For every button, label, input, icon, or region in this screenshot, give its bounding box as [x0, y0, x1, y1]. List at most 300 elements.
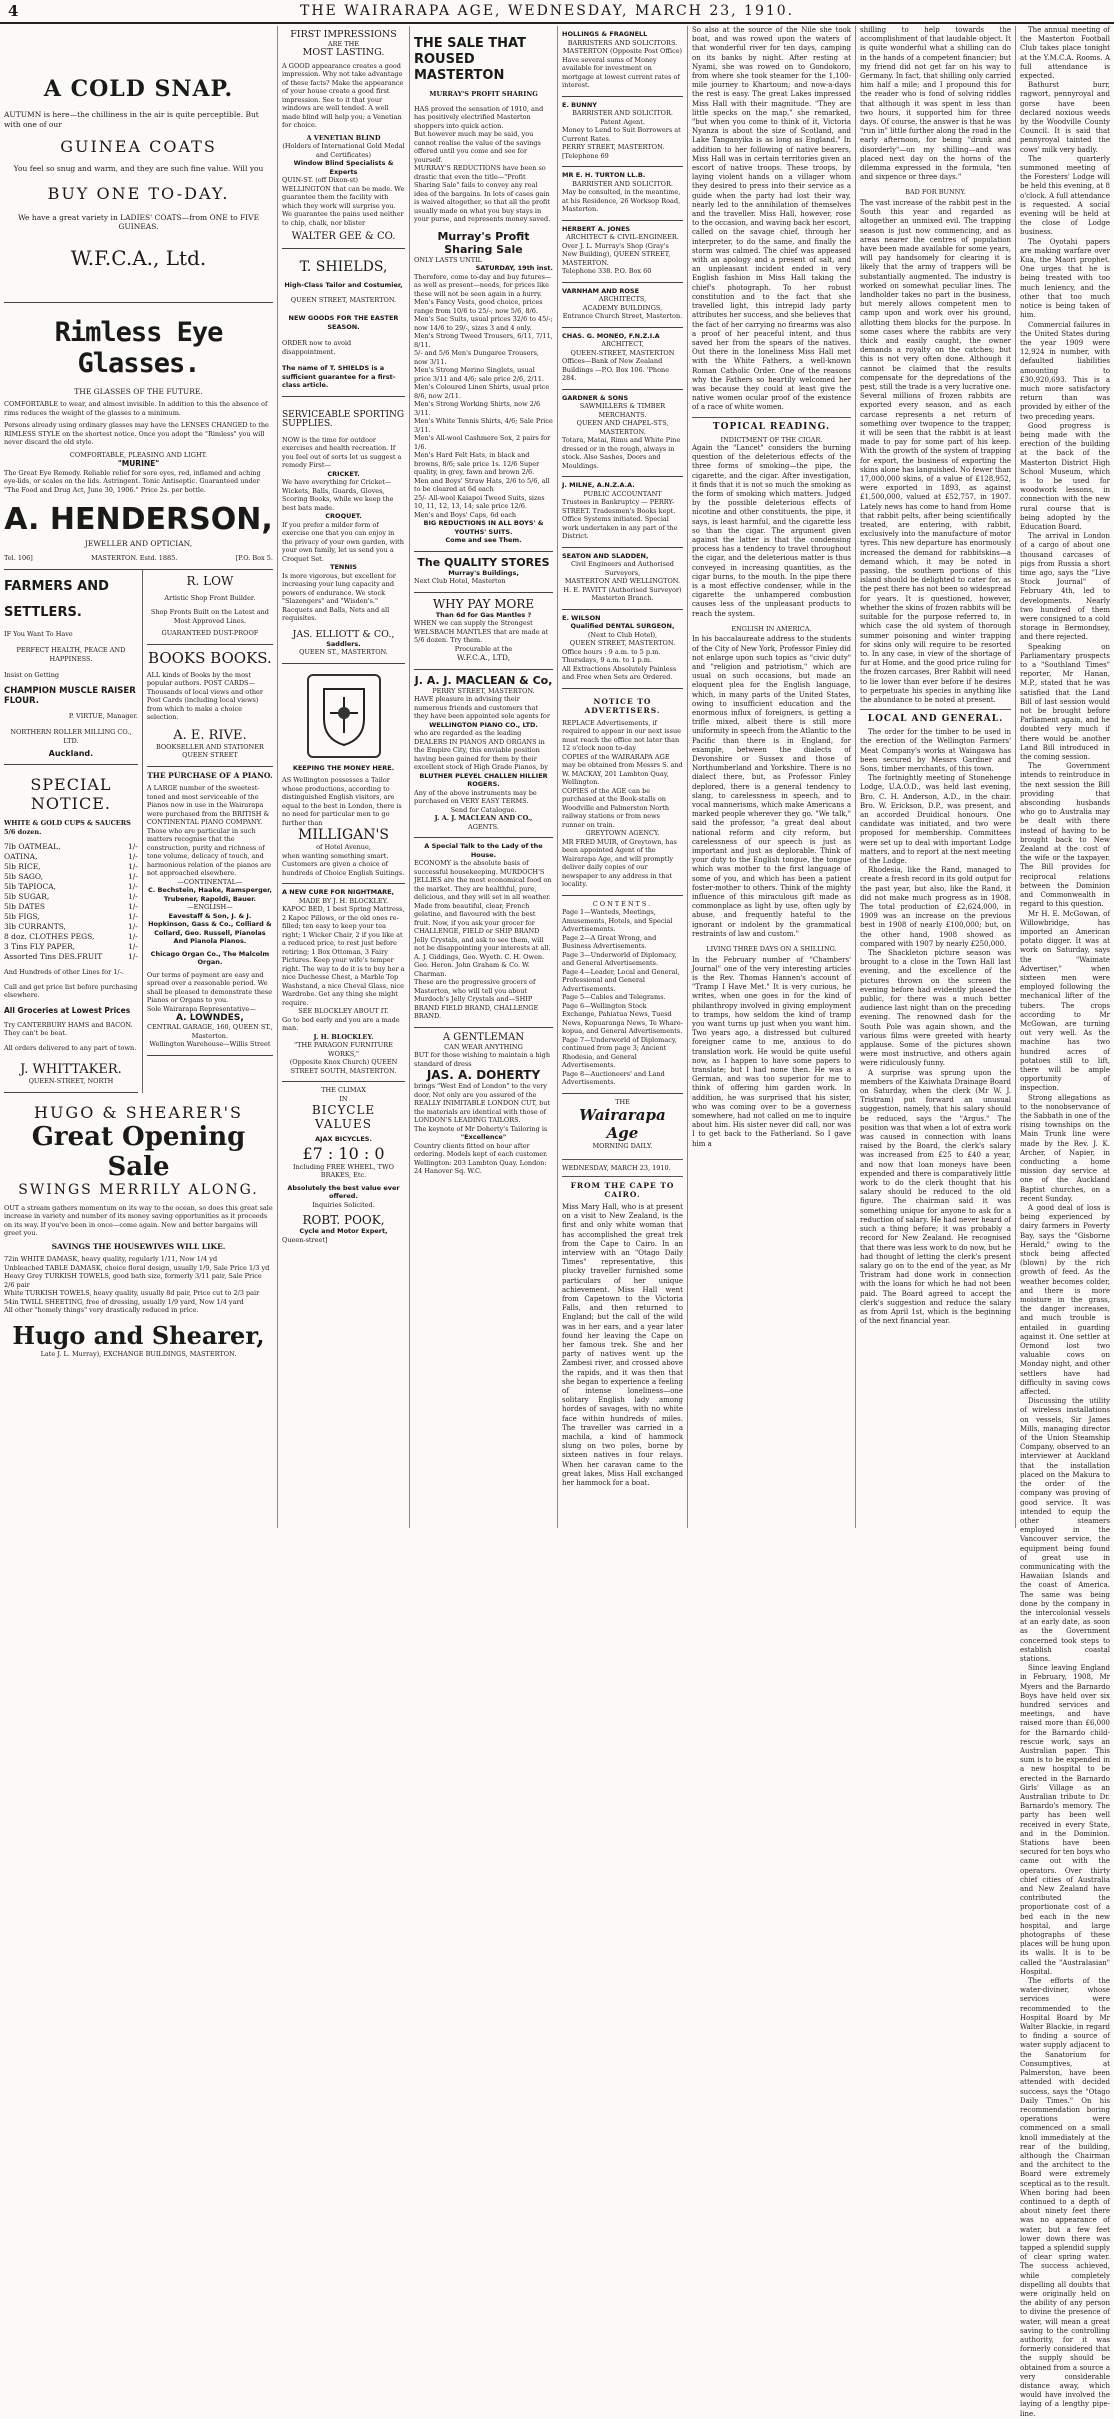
shields-ad — [282, 249, 405, 397]
price-row — [4, 932, 138, 942]
local-paragraphs — [860, 728, 1011, 1326]
varnham-role: ARCHITECTS, — [598, 295, 647, 303]
climax-model: AJAX BICYCLES. — [315, 1135, 372, 1143]
wilson-addr: QUEEN STREET, MASTERTON. — [569, 639, 676, 647]
rimless-sub: THE GLASSES OF THE FUTURE. — [74, 386, 203, 396]
murray-item: Men's Strong Tweed Trousers, 6/11, 7/11, 8/11. — [414, 332, 553, 349]
coat-of-arms-icon — [307, 674, 381, 758]
nightmare-ad — [282, 884, 405, 1082]
price-row — [4, 922, 138, 932]
price-item: 3lb CURRANTS, — [4, 922, 66, 931]
pook-role: Cycle and Motor Expert, — [299, 1227, 388, 1235]
hugo-head2: Great Opening Sale — [31, 1121, 246, 1182]
price-item: OATINA, — [4, 852, 38, 861]
blockley-name: J. H. BLOCKLEY. — [313, 1032, 374, 1041]
rive-role: BOOKSELLER AND STATIONER — [155, 742, 264, 751]
news-paragraph: The arrival in London of a cargo of about one thousand carcases of pigs from Russia a short time ago, says the "Live Stock Journal" of February 4th, led to developments. Nearly two hundred of them were consigned to a cold storage in Bermondsey, and there rejected. — [1020, 532, 1110, 642]
contents-item: Page 4—Leader, Local and General, Professional and General Advertisements. — [562, 967, 680, 993]
topical-head: TOPICAL READING. — [712, 421, 831, 432]
contents-head: CONTENTS. — [592, 899, 653, 908]
shilling-text: In the February number of "Chambers' Journal" one of the very interesting articles is the Rev. Thomas Hannen's account of "Tramp I Have Met." It is very curious, he writes, when one goes in for the kind of philanthropy involved in giving employment to tramps, how seldom the kind of tramp you want turns up just when you want him. Two years ago, a distressed but cultured foreigner came to me, anxious to do translation work. He would be quite useful now, as I happen to have some papers to translate; but I had none then. He was a German, and was too superior for me to think of offering him garden work. In addition, he was surprised that his sister, who was coming over to be a governess somewhere, had not called on me to inquire about him. His sister never did call, nor was I to get back to the Fatherland. So I gave him a — [692, 955, 851, 1148]
local-paragraph: The order for the timber to be used in the erection of the Wellington Farmers' Meat Company's works at Waingawa has been secured by Messrs Gardner and Sons, timber merchants, of this town. — [860, 728, 1011, 773]
doherty-ad — [414, 1028, 553, 1182]
buy-one-today: BUY ONE TO-DAY. — [47, 183, 230, 203]
gardner-role: SAWMILLERS & TIMBER MERCHANTS. — [579, 402, 666, 419]
rimless-text: COMFORTABLE to wear, and almost invisible. In addition to this the absence of rims reduces the weight of the glasses to a minimum. — [4, 400, 268, 417]
column-4 — [558, 26, 688, 1528]
bunny-bad-text: The vast increase of the rabbit pest in the South this year and regarded as altogether an unmixed evil. The trapping season is just now commencing, and as areas nearer the centres of population have been made available for some years, will pay handsomely for clearing it is likely that the army of trappers will be substantially augmented. The industry is worked on somewhat peculiar lines. The landholder takes no part in the business, but merely allows competent men to camp upon and work over his ground, allotting them blocks for the purpose. In some cases where the rabbits are very thick and easily caught, the owner demands a royalty on the catches; but this is not very often done. Although it cannot be claimed that the results compensate for the depredations of the pest, still the trade is a very lucrative one. Several millions of frozen rabbits are exported every season, and as each carcase represents a net return of something over twopence to the trapper, it will be seen that the rabbit is at least made to pay for some part of his keep. With the growth of the system of trapping for export, the business of exporting the skins alone has languished. No fewer than 17,000,000 skins, of a value of £128,952, were exported in 1893, as against £1,500,000, valued at £52,757, in 1907. Lately news has come to hand from Home that rabbit pelts, after being scientifically treated, are entering, with rabbit, exclusively into the manufacture of motor tyres. This new departure has enormously increased the demand for rabbitskins—a demand which, it may be noted in passing, the southern portions of this island should be delighted to cater for, as the pest there has not been so widespread for years. It is questioned, however, whether the skins of frozen rabbits will be suitable for the purpose referred to, in which case the old system of thorough summer poisoning and winter trapping for skins only will require to be resorted to. In any case, in view of the shortage of fur at Home, and the good price ruling for the frozen carcases, Brer Rabbit will need to lie lower than ever before if he desires to perpetuate his species in anything like the abundance to be noted at present. — [860, 198, 1011, 704]
elliott-name: JAS. ELLIOTT & CO., — [292, 628, 395, 640]
blind-text2: QUIN-ST. (off Dixon-st) WELLINGTON that can be made. We guarantee them the facility with which they work will surprise you. We guarantee the pains used neither to chip, chalk, nor blister — [282, 176, 405, 227]
milne-name: J. MILNE, A.N.Z.A.A. — [562, 481, 635, 489]
milligan-name: MILLIGAN'S — [298, 827, 389, 843]
cigar-text: Again the "Lancet" considers the burning question of the deleterious effects of the three forms of smoking—the pipe, the cigarette, and the cigar. After investigation, it finds that it is not so much the smoking as the form of smoking which matters. Judged by the possible deleterious effects of nicotine and other constituents, the pipe, it says, is least harmful, and the cigarette less so than the cigar. The argument given against the latter is that the condensing process has a tendency to travel throughout the cigar, and the deleterious matter is thus conveyed in increasing quantities, as the cigar burns, to the mouth. In the pipe there is a most effective condenser, while in the cigarette the unhampered combustion causes less of the unpleasant products to reach the system. — [692, 444, 851, 618]
nightmare-text: KAPOC BED, 1 best Spring Mattress, 2 Kapoc Pillows, or the old ones re-filled; ten easy to keep your tea right; 1 Wicker Chair, 2 if you like at a reduced price, to rest just before retiring; 1 Box Ottoman, 3 Fairy Pictures. Keep your wife's temper right. The way to do it is to buy her a nice Duchesse Chest, a Marble Top Washstand, a nice Cheval Glass, nice Wardrobe. Get any thing she might require. — [282, 905, 405, 1007]
maclean-wpc: WELLINGTON PIANO CO., LTD. — [429, 720, 538, 729]
maclean-text: HAVE pleasure in advising their numerous friends and customers that they have been appointed sole agents for — [414, 695, 550, 720]
murray-until: ONLY LASTS UNTIL — [414, 255, 482, 264]
low-name: R. LOW — [186, 573, 234, 588]
hollings-ad — [562, 26, 683, 97]
maclean-firm: J. A. J. MACLEAN AND CO., — [434, 814, 533, 822]
news-paragraph: Good progress is being made with the erection of the building at the back of the Masterton District High School Museum, which is to be used for woodwork lessons, in connection with the new rural course that is being adopted by the Education Board. — [1020, 421, 1110, 531]
whittaker-name: J. WHITTAKER. — [20, 1062, 122, 1077]
rimless-text2: Persons already using ordinary glasses may have the LENSES CHANGED to the RIMLESS STYLE on the shortest notice. Once you adopt the "Rimless" you will never discard the old style. — [4, 421, 269, 446]
turton-text: May be consulted, in the meantime, at his Residence, 26 Worksop Road, Masterton. — [562, 188, 681, 213]
doherty-text4: Country clients fitted on hour after ordering. Models kept of each customer. — [414, 1141, 548, 1158]
rimless-ad — [4, 303, 273, 570]
column-3 — [410, 26, 558, 1528]
farmers-mgr: P. VIRTUE, Manager. — [68, 711, 138, 720]
price-value: 1/- — [127, 942, 138, 951]
news-paragraph: Commercial failures in the United States during the year 1909 were 12,924 in number, with defaulted liabilities amounting to £30,920,693. This is a much more satisfactory return than was provided by either of the two preceding years. — [1020, 320, 1110, 421]
masthead — [0, 0, 1114, 24]
hugo-savings: SAVINGS THE HOUSEWIVES WILL LIKE. — [51, 1241, 226, 1251]
murray-item: Men's Sac Suits, usual prices 32/6 to 45/-; now 14/6 to 29/-, sizes 3 and 4 only. — [414, 315, 553, 332]
cricket-text: We have everything for Cricket—Wickets, Balls, Guards, Gloves, Scoring Books, while we keep the best bats made. — [282, 478, 394, 512]
talk-ad — [414, 838, 553, 1028]
price-item: 7lb OATMEAL, — [4, 842, 61, 851]
shilling-head: LIVING THREE DAYS ON A SHILLING. — [706, 945, 837, 954]
piano-rep: Sole Wairarapa Representative— — [146, 1004, 256, 1013]
quality-ad — [414, 552, 553, 593]
seaton-ad — [562, 548, 683, 610]
shields-goods: NEW GOODS FOR THE EASTER SEASON. — [288, 314, 399, 331]
price-item: 5lb SUGAR, — [4, 892, 50, 901]
cricket-head: CRICKET. — [327, 469, 360, 478]
cape-text: Miss Mary Hall, who is at present on a visit to New Zealand, is the first and only white woman that has accomplished the great trek from the Cape to Cairo. In an interview with an "Otago Daily Times" representative, this plucky traveller furnished some particulars of her unique achievement. Miss Hall went from Capetown to the Victoria Falls, and then returned to England; but the call of the wild was in her ears, and a year later found her leaving the Cape on her famous trek. She and her party of natives went up the Zambesi river, and crossed above the rapids, and it was then that she began to experience a feeling of intense loneliness—one solitary English lady among hordes of savages, with no white face within hundreds of miles. The traveller was carried in a machila, a kind of hammock slung on two poles, borne by sixteen natives in four relays. When her caravan came to the great lakes, Miss Hall exchanged her hammock for a boat. — [562, 1203, 683, 1488]
price-item: 3 Tins FLY PAPER, — [4, 942, 75, 951]
notice-copies2: COPIES of the AGE can be purchased at the Book-stalls on Woodville and Palmerston North railway stations or from news runner on train. — [562, 786, 670, 829]
flag-title: Wairarapa Age — [579, 1106, 666, 1142]
farmers-flour: CHAMPION MUSCLE RAISER FLOUR. — [4, 685, 136, 706]
hollings-addr: MASTERTON (Opposite Post Office) — [562, 47, 683, 55]
rimless-tag: COMFORTABLE, PLEASING AND LIGHT. — [69, 450, 208, 459]
money-ad — [282, 664, 405, 885]
elliott-addr: QUEEN ST., MASTERTON. — [299, 648, 388, 656]
turton-ad — [562, 167, 683, 221]
murray-item: Men and Boys' Straw Hats, 2/6 to 5/6, all to be cleared at 6d each — [414, 476, 550, 493]
doherty-head: A GENTLEMAN — [442, 1031, 525, 1043]
turton-role: BARRISTER AND SOLICITOR. — [572, 179, 673, 188]
hollings-name: HOLLINGS & FRAGNELL — [562, 30, 648, 38]
price-value: 1/- — [127, 952, 138, 961]
local-paragraph: Rhodesia, like the Rand, managed to create a fresh record in its gold output for the past year, but also, like the Rand, it did not make much progress as in 1908. The total production of £2,624,000, in 1909 was an increase on the previous best in 1908 of nearly £100,000; but, on the other hand, 1908 showed as compared with 1907 by nearly £250,000. — [860, 866, 1011, 948]
bunny-agent: Patent Agent. — [600, 117, 645, 126]
blockley-addr: (Opposite Knox Church) QUEEN STREET SOUTH, MASTERTON. — [289, 1058, 398, 1075]
farmers-insist: Insist on Getting — [4, 671, 60, 679]
murray-big: BIG REDUCTIONS IN ALL BOYS' & YOUTHS' SUITS. — [423, 519, 544, 536]
contents-box — [562, 896, 683, 1094]
henderson-role: JEWELLER AND OPTICIAN, — [84, 539, 193, 548]
price-row — [4, 862, 138, 872]
murray-head: THE SALE THAT ROUSED MASTERTON — [414, 36, 526, 83]
gardner-ad — [562, 390, 683, 478]
special-price-list — [4, 842, 138, 962]
piano-makers2: Eavestaff & Son, J. & J. Hopkinson, Gass & Co., Colliard & Collard, Geo. Russell, Pianolas And Pianola Pianos. — [148, 911, 272, 945]
contents-item: Page 7—Underworld of Diplomacy, continued from page 3; Ancient Rhodesia, and General Advertisements. — [562, 1035, 677, 1069]
nightmare-head: A NEW CURE FOR NIGHTMARE, — [282, 888, 395, 896]
news-paragraph: The annual meeting of the Masterton Football Club takes place tonight at the Y.M.C.A. Rooms. A full attendance is expected. — [1020, 26, 1110, 81]
price-item: 5lb TAPIOCA, — [4, 882, 57, 891]
walter-gee: WALTER GEE & CO. — [291, 231, 396, 242]
blind-note: (Holders of International Gold Medal and Certificates) — [282, 142, 405, 159]
moneo-addr: QUEEN-STREET, MASTERTON — [570, 348, 675, 357]
climax-inq: Inquiries Solicited. — [312, 1200, 375, 1209]
murray-ad — [414, 26, 553, 552]
sports-text: NOW is the time for outdoor exercises and health recreation. If you feel out of sorts let us suggest a remedy First— — [282, 435, 402, 469]
varnham-name: VARNHAM AND ROSE — [562, 286, 640, 295]
murray-date: SATURDAY, 19th inst. — [475, 264, 553, 272]
price-row — [4, 872, 138, 882]
price-value: 1/- — [127, 862, 138, 871]
news-paragraph: Mr H. E. McGowan, of Willowbridge, has imported an American potato digger. It was at work on Saturday, says the "Waimate Advertiser," when sixteen men were employed following the mechanical lifter of the tubers. The crops according to Mr McGowan, are turning out very well. As the machine has two hundred acres of potatoes still to lift, there will be ample opportunity of inspection. — [1020, 909, 1110, 1093]
doherty-name: JAS. A. DOHERTY — [426, 1068, 541, 1082]
notice-greytown: GREYTOWN AGENCY. — [585, 829, 660, 837]
rive-addr: QUEEN STREET — [182, 751, 238, 759]
hugo-firm: Hugo and Shearer, — [12, 1320, 265, 1350]
varnham-ad — [562, 283, 683, 328]
doherty-addr: Wellington: 203 Lambton Quay. London: 24 Hanover Sq. W.C. — [414, 1158, 547, 1175]
milne-text: Trustees in Bankruptcy — PERRY-STREET. Tradesmen's Books kept. Office Systems initiated. Special work undertaken in any part of the District. — [562, 498, 678, 540]
low-tag: Artistic Shop Front Builder. — [164, 593, 256, 602]
special-notice-ad — [4, 765, 138, 1093]
price-row — [4, 852, 138, 862]
bunny-ad — [562, 97, 683, 168]
henderson-box: [P.O. Box 5. — [235, 553, 273, 562]
price-row — [4, 892, 138, 902]
tennis-text: Is more vigorous, but excellent for increasing your lung capacity and powers of endurance. We stock "Slazengers" and "Wisden's." Racquets and Balls, Nets and all requisites. — [282, 571, 396, 622]
bunny-bad-head: BAD FOR BUNNY. — [905, 188, 966, 197]
piano-cont: —CONTINENTAL— — [177, 877, 243, 886]
low-dust: GUARANTEED DUST-PROOF — [161, 629, 259, 637]
news-paragraph: Since leaving England in February, 1908, Mr Myers and the Barnardo Boys have held over six hundred services and meetings, and have raised more than £6,000 for the Barnardo child-rescue work, says an Australian paper. This sum is to be expended in a new hospital to be erected in the Barnardo Girls' Village as an Australian tribute to Dr. Barnardo's memory. The party has been well received in every State, and in the Dominion. Stations have been secured for ten boys who came out with the operators. Over thirty chief cities of Australia and New Zealand have contributed the proportionate cost of a bed each in the new hospital, and large photographs of these places will be hung upon its walls. It is to be called the "Australasian" Hospital. — [1020, 1664, 1110, 1976]
price-row — [4, 882, 138, 892]
murray-item: Men's and Boys' Caps, 6d each — [414, 510, 517, 519]
lowndes-name: A. LOWNDES, — [176, 1013, 244, 1023]
hugo-l1: 72in WHITE DAMASK, heavy quality, regularly 1/11, Now 1/4 yd — [4, 1255, 218, 1263]
news-paragraph: Speaking on Parliamentary prospects to a "Southland Times" reporter, Mr Hanan, M.P., stated that he was satisfied that the Land Bill of last session would not be brought before Parliament again, and he doubted very much if there would be another Land Bill introduced in the coming session. — [1020, 642, 1110, 762]
piano-heading: THE PURCHASE OF A PIANO. — [147, 770, 273, 780]
climax-head: BICYCLE VALUES — [311, 1103, 376, 1131]
price-value: 1/- — [127, 842, 138, 851]
seaton-addr: MASTERTON AND WELLINGTON. — [564, 577, 681, 585]
hugo-head3: SWINGS MERRILY ALONG. — [18, 1181, 259, 1198]
hugo-l6: All other "homely things" very drastically reduced in price. — [4, 1306, 199, 1314]
wilson-loc: (Next to Club Hotel), — [587, 630, 658, 639]
turton-name: MR E. H. TURTON LL.B. — [562, 171, 646, 179]
varnham-addr: Entrance Church Street, Masterton. — [562, 312, 683, 320]
flag-sub: MORNING DAILY. — [592, 1142, 653, 1150]
murine-label: "MURINE" — [117, 459, 160, 468]
books-ad — [147, 645, 273, 767]
price-row — [4, 912, 138, 922]
pook-name: ROBT. POOK, — [302, 1213, 385, 1227]
sports-head: SERVICEABLE SPORTING SUPPLIES. — [282, 409, 405, 429]
jones-name: HERBERT A. JONES — [562, 224, 631, 233]
henderson-tel: Tel. 106] — [4, 553, 33, 562]
talk-text2: These are the progressive grocers of Masterton, who will tell you about Murdoch's Jelly Crystals and—SHIP BRAND FIELD BRAND, CHALLENGE BRAND. — [414, 978, 539, 1020]
flag-the: THE — [615, 1097, 630, 1106]
gardner-name: GARDNER & SONS — [562, 393, 629, 402]
jones-tel: Telephone 338. P.O. Box 60 — [562, 267, 652, 275]
croquet-head: CROQUET. — [325, 512, 362, 520]
doherty-text2: brings "West End of London" to the very door. Not only are you assured of the REALLY INIMITABLE LONDON CUT, but the materials are identical with those of LONDON'S LEADING TAILORS. — [414, 1082, 551, 1124]
seaton-note: H. E. PAVITT (Authorised Surveyor) Masterton Branch. — [563, 585, 682, 602]
maclean-addr: PERRY STREET, MASTERTON. — [432, 686, 535, 695]
piano-text: A LARGE number of the sweetest-toned and most serviceable of the Pianos now in use in the Wairarapa were purchased from the BRITISH & CONTINENTAL PIANO COMPANY. Those who are particular in such matters recognise that the construction, purity and richness of tone volume, delicacy of touch, and harmonious relation of the pianos are not approached elsewhere. — [146, 784, 272, 877]
murray-item: Men's All-wool Cashmere Sox, 2 pairs for 1/6. — [414, 434, 551, 451]
milligan-addr: of Hotel Avenue, — [316, 843, 371, 851]
maclean-makers: BLUTHER PLEYEL CHALLEN HILLIER ROGERS. — [419, 771, 548, 788]
local-paragraph: A surprise was sprung upon the members of the Kaiwhata Drainage Board on Saturday, when the clerk (Mr W. J. Tristram) put forward an unusual suggestion, namely, that his salary should be reduced, says the "Argus." The position was that when a lot of extra work was caused in connection with loans raised by the Board, the clerk's salary was increased from £25 to £40 a year, and now that loan moneys have been expended and there is comparatively little work to do the clerk thought that his salary should be reduced to the old figure. The chairman said it was something unique for anyone to ask for a reduction of salary. He had never heard of such a thing before; it was probably a record for New Zealand. He recognised that there was less work to do now, but he had thought of letting the clerk's present salary go on to the end of the year, as Mr Tristram had done work in connection with the loans for which he had not been paid. The Board agreed to accept the clerk's suggestion and reduce the salary as from April 1st, which is the beginning of the next financial year. — [860, 1068, 1011, 1326]
price-value: 1/- — [127, 902, 138, 911]
news-paragraph: A good deal of loss is being experienced by dairy farmers in Poverty Bay, says the "Gisborne Herald," owing to the stock being affected (blown) by the rich growth of feed. As the weather becomes colder, and there is more moisture in the grass, the danger increases, and much trouble is entailed in guarding against it. One settler at Ormond lost two valuable cows on Monday night, and other settlers have had difficulty in saving cows affected. — [1020, 1204, 1110, 1397]
bunny-name: E. BUNNY — [562, 100, 597, 109]
guinea-coats: GUINEA COATS — [60, 137, 217, 156]
piano-terms: Our terms of payment are easy and spread over a reasonable period. We shall be pleased to demonstrate these Pianos or Organs to you. — [146, 970, 273, 1004]
wilson-hours: Office hours : 9 a.m. to 5 p.m. Thursdays, 9 a.m. to 1 p.m. — [562, 647, 661, 664]
rive-name: A. E. RIVE. — [173, 727, 247, 743]
contents-item: Page 5—Cables and Telegrams. — [562, 993, 666, 1001]
henderson-name: A. HENDERSON, — [4, 502, 273, 537]
price-row — [4, 902, 138, 912]
blind-text: A GOOD appearance creates a good impression. Why not take advantage of these facts? Make the appearance of your house create a good first impression. See to it that your windows are well tended. A well made blind will help you; a Venetian for choice. — [282, 61, 404, 129]
quality-sub: Murray's Buildings, — [448, 568, 519, 577]
nightmare-see: SEE BLOCKLEY ABOUT IT. — [298, 1007, 389, 1015]
murray-text3: MURRAY'S REDUCTIONS have been so drastic that even the title—"Profit Sharing Sale" fails to convey any real idea of the bargains. In lots of cases gain is waived altogether, so that all the profit usually made on what you buy stays in your purse, and represents money saved. — [414, 164, 551, 223]
farmers-ad — [4, 570, 138, 766]
hugo-addr: Late J. L. Murray), EXCHANGE BUILDINGS, MASTERTON. — [40, 1349, 237, 1358]
col1-split — [4, 570, 273, 1093]
page-number: 4 — [8, 2, 19, 20]
mantles-text: WHEN we can supply the Strongest WELSBACH MANTLES that are made at 5/6 dozen. Try them. — [414, 619, 549, 644]
bunny-role: BARRISTER AND SOLICITOR. — [572, 109, 673, 117]
jones-addr: Over J. L. Murray's Shop (Gray's New Building), QUEEN STREET, MASTERTON. — [562, 241, 671, 267]
hollings-text: Have several sums of Money available for investment on mortgage at lowest current rates of interest. — [562, 55, 680, 89]
price-item: 5lb RICE, — [4, 862, 41, 871]
climax-best: Absolutely the best value ever offered. — [287, 1183, 400, 1200]
farmers-mill: NORTHERN ROLLER MILLING CO., LTD. — [10, 728, 132, 745]
bunny-text: Money to Lend to Suit Borrowers at Current Rates. — [562, 126, 681, 143]
notice-ad — [562, 689, 683, 896]
tennis-head: TENNIS — [330, 563, 357, 571]
news-paragraph: The Oyotahi papers are making warfare over Kua, the Maori prophet. One urges that he is being treated with too much leniency, and the other that too much notice is being taken of him. — [1020, 237, 1110, 320]
money-text2: when wanting something smart. Customers are given a choice of hundreds of Choice English Suitings. — [282, 851, 405, 877]
masthead-title: THE WAIRARAPA AGE, WEDNESDAY, MARCH 23, 1910. — [300, 3, 795, 19]
news-paragraph: Bathurst burr, ragwort, pennyroyal and gorse have been declared noxious weeds by the Woodville County Council. It is said that pennyroyal tainted the cows' milk very badly. — [1020, 81, 1110, 154]
cold-snap-text3: We have a great variety in LADIES' COATS—from ONE to FIVE GUINEAS. — [17, 212, 260, 231]
shields-name: T. SHIELDS, — [299, 259, 388, 275]
column-7 — [1016, 26, 1114, 2418]
gardner-text: Totara, Matai, Rimu and White Pine dressed or in the rough, always in stock. Also Sashes, Doors and Mouldings. — [562, 436, 681, 470]
col7-paragraphs — [1020, 26, 1110, 2419]
piano-makers1: C. Bechstein, Haake, Ramsperger, Trubener, Rapoldi, Bauer. — [147, 886, 272, 903]
moneo-ad — [562, 328, 683, 390]
maclean-ad — [414, 670, 553, 839]
contents-item: Page 8—Auctioneers' and Land Advertisements. — [562, 1069, 665, 1086]
price-item: 5lb DATES — [4, 902, 45, 911]
local-head: LOCAL AND GENERAL. — [867, 714, 1004, 725]
col1-right — [143, 570, 273, 1093]
wilson-ad — [562, 610, 683, 689]
contents-item: Page 2—A Great Wrong, and Business Advertisements. — [562, 933, 657, 950]
cold-snap-ad — [4, 26, 273, 303]
talk-head: A Special Talk to the Lady of the House. — [424, 842, 543, 859]
price-item: 5lb SAGO, — [4, 872, 43, 881]
jones-ad — [562, 221, 683, 283]
climax-price: £7 : 10 : 0 — [302, 1143, 385, 1163]
news-paragraph: The efforts of the water-diviner, whose services were recommended to the Hospital Board by Mr Walter Blackie, in regard to finding a source of water supply adjacent to the Sanatorium for Consumptives, at Palmerston, have been attended with decided success, says the "Otago Daily Times." On his recommendation boring operations were commenced on a small knoll immediately at the rear of the building, although the Chairman and the architect to the Board were extremely sceptical as to the result. When boring had been continued to a depth of about ninety feet there was no appearance of water, but a few feet lower down there was tapped a splendid supply of clear spring water. The success achieved, while completely dispelling all doubts that were originally held on the ability of any person to divine the presence of water, will mean a great saving to the controlling authority, for it was formerly considered that the supply should be obtained from a source a very considerable distance away, which would have involved the laying of a lengthy pipe-line. — [1020, 1977, 1110, 2418]
maclean-head: J. A. J. MACLEAN & Co, — [414, 673, 553, 687]
notice-text: REPLACE Advertisements, if required to appear in our next issue must reach the office not later than 12 o'clock noon to-day — [562, 718, 682, 752]
column-5 — [688, 26, 856, 1528]
special-orders: All orders delivered to any part of town. — [4, 1043, 137, 1052]
climax-incl: Including FREE WHEEL, TWO BRAKES, Etc. — [293, 1162, 394, 1179]
money-text: AS Wellington possesses a Tailor whose productions, according to distinguished English visitors, are equal to the best in London, there is no need for particular men to go further than — [282, 776, 402, 827]
news-paragraph: Discussing the utility of wireless installations on vessels, Sir James Mills, managing director of the Union Steamship Company, observed to an interviewer at Auckland that the installation placed on the Makura to the order of the company was proving of good service. It was intended to equip the other steamers employed in the Vancouver service, the equipment being found of great use in communicating with the Hawaiian Islands and the coast of America. The same was being done by the company in the intercolonial vessels at an early date, as soon as the Government concerned took steps to establish coastal stations. — [1020, 1397, 1110, 1663]
nightmare-text2: Go to bed early and you are a made man. — [282, 1015, 400, 1032]
lowndes-wh: Wellington Warehouse—Willis Street — [149, 1040, 271, 1048]
local-paragraph: The Shackleton picture season was brought to a close in the Town Hall last evening, and the excellence of the pictures thrown on the screen the evening before had evidently pleased the public, for there was a much better audience last night than on the preceding evening. The renowned dash for the South Pole was again shown, and the various films were greeted with hearty applause. Some of the pictures shown were most instructive, and others again were ridiculously funny. — [860, 949, 1011, 1068]
shields-text: ORDER now to avoid disappointment. — [282, 339, 352, 356]
column-6 — [856, 26, 1016, 1528]
piano-english: —ENGLISH— — [187, 903, 233, 911]
wfca-firm: W.F.C.A., Ltd. — [70, 245, 207, 270]
moneo-role: ARCHITECT, — [601, 340, 644, 348]
shields-addr: QUEEN STREET, MASTERTON. — [290, 295, 397, 304]
maclean-text3: Any of the above instruments may be purchased on VERY EASY TERMS. — [414, 788, 537, 805]
quality-addr: Next Club Hotel, Masterton — [414, 577, 506, 585]
special-lead: WHITE & GOLD CUPS & SAUCERS 5/6 dozen. — [4, 819, 131, 836]
america-text: In his baccalaureate address to the students of the City of New York, Professor Finley did not enlarge upon such topics as "civic duty" and "religion and patriotism," which are usual on such occasions, but made an eloquent plea for the English language, which, in many parts of the United States, owing to insufficient education and the enormous influx of foreigners, is getting a trifle mixed, albeit there is still more uniformity in speech from the Atlantic to the Pacific than there is in England, for example, between the dialects of Devonshire or Sussex and those of Northumberland and Yorkshire. There is no dialect there, but, as Professor Finley deplored, there is a general tendency to slang, to carelessness in speech, and to vocal mannerisms, which make Americans a marked people wherever they go. "We talk," said the professor, "a great deal about national reform and city reform, but carelessness of our speech is just as important and just as deplorable. Think of your duty to the English tongue, the tongue which was mother to the first language of some of you, and which has been a patient foster-mother to others. Think of the mighty influence of this miraculous gift made as commonplace as light by use, often ugly by abuse, and frequently hateful to the ignorant or indolent by the grammatical restraints of law and custom." — [692, 635, 851, 938]
col1-left — [4, 570, 143, 1093]
murine-text: The Great Eye Remedy. Reliable relief for sore eyes, red, inflamed and aching eye-lids, or scales on the lids. Astringent. Tonic Antiseptic. Guaranteed under "The Food and Drug Act, June 30, 1906." Price 2s. per bottle. — [4, 468, 261, 494]
cape-continued: So also at the source of the Nile she took boat, and was rowed upon the waters of that wonderful river for ten days, camping on its banks by night. After resting at Nyami, she was rowed on to Gondokoro, from where she took steamer for the 1,100-mile journey to Khartoum; and now-a-days the rest is easy. The great Lakes impressed Miss Hall with their magnitude. "They are little specks on the map," she remarked, "but when you come to think of it, Victoria Nyanza is about the size of Scotland, and Lake Tanganyika is as long as England." In addition to her following of native bearers, Miss Hall was in certain territories given an escort of native troops. These troops, by laying violent hands on a villager whom they desired to press into their service as a guide when the party had lost their way, nearly led to the annihilation of themselves and the traveller. Miss Hall, however, rose to the occasion, and waving back her escort, called on the savage chief, through her interpreter, to do the same, and finally the storm was calmed. The chief was appeased with an apology and a present of salt, and an unpleasant incident ended in very English fashion in Miss Hall taking the chief's photograph. To her robust constitution and to the fact that she travelled light, this intrepid lady party attributes her success, and she believes that the fact of her carrying no firearms was also a proof of her peaceful intent, and thus saved her from the spears of the natives. Out there in the loneliness Miss Hall met with the White Fathers, a well-known Roman Catholic Order. One of the reasons why the Fathers so heartily welcomed her was because they could at least give the native women ocular proof of the existence of a race of white women. — [692, 26, 851, 412]
murray-text2: But however much may be said, you cannot realise the value of the savings offered until you come and see for yourself. — [414, 130, 541, 164]
money-head: KEEPING THE MONEY HERE. — [292, 763, 395, 772]
hugo-l4: White TURKISH TOWELS, heavy quality, usually 8d pair, Price cut to 2/3 pair — [4, 1289, 260, 1297]
blind-head: FIRST IMPRESSIONS — [290, 29, 397, 40]
wilson-role: Qualified DENTAL SURGEON, — [570, 622, 675, 630]
hollings-role: BARRISTERS AND SOLICITORS. — [567, 38, 678, 47]
murray-text4: Therefore, come to-day and buy futures—as well as present—needs, for prices like these will not be seen again in a hurry. — [414, 272, 552, 298]
blind-ad — [282, 26, 405, 249]
seaton-role: Civil Engineers and Authorised Surveyors, — [571, 560, 674, 577]
hugo-l5: 54in TWILL SHEETING, free of dressing, usually 1/9 yard, Now 1/4 yard — [4, 1297, 244, 1306]
murray-item: Men's Hard Felt Hats, in black and browns, 8/6; sale price 1s. 12/6 Super quality, in grey, fawn and brown 2/6. — [414, 451, 540, 476]
blind-s1: ARE THE — [327, 39, 360, 48]
price-item: 5lb FIGS, — [4, 912, 40, 921]
hugo-text: OUT a stream gathers momentum on its way to the ocean, so does this great sale increase in variety and number of its money saving opportunities as it proceeds on its way. If you've been in once—come again. New and better bargains will greet you. — [4, 1203, 273, 1237]
piano-ad — [147, 767, 273, 1056]
contents-item: Page 6—Wellington Stock Exchange, Pahiatua News, Tuesd News, Kopuaranga News, Te Whare-kopua, and General Advertisements. — [562, 1001, 683, 1035]
croquet-text: If you prefer a milder form of exercise one that you can enjoy in the privacy of your own garden, with your own family, let us send you a Croquet Set. — [282, 520, 404, 563]
murray-item-list — [414, 298, 553, 519]
hugo-shearer-ad — [4, 1093, 273, 1365]
local-paragraph: The fortnightly meeting of Stonehenge Lodge, U.A.O.D., was held last evening, Bro. C. H. Anderson, A.D., in the chair. Bro. W. Erickson, D.P., was present, and an accorded Druidical honours. One candidate was initiated, and two were proposed for membership. Committees were set up to deal with important Lodge matters, and to report at the next meeting of the Lodge. — [860, 774, 1011, 865]
hugo-l3: Heavy Grey TURKISH TOWELS, good bath size, formerly 3/11 pair, Sale Price 2/6 pair — [4, 1272, 262, 1289]
cigar-sub: INDICTMENT OF THE CIGAR. — [720, 435, 823, 444]
nightmare-by: MADE BY J. H. BLOCKLEY. — [298, 896, 389, 905]
notice-greytown-text: MR FRED MUIR, of Greytown, has been appointed Agent of the Wairarapa Age, and will promptly deliver daily copies of our newspaper to any address in that locality. — [562, 837, 677, 888]
henderson-footer — [4, 553, 273, 563]
shilling-continued: shilling to help towards the accomplishment of that laudable object. It is quite wonderful what a shilling can do in the hands of a competent financier; but my friend did not get far on his way to Germany. In fact, that shilling only carried him half a mile; and I propound this for the reader who is fond of solving riddles that although it was spent in less than two hours, it supported him for three days. Of course, the answer is that he was "run in" little further along the road in the early afternoon, for being "drunk and disorderly"—on my shilling—and was placed next day on the horns of the dilemma expressed in the formula, "ten and sixpence or three days." — [860, 26, 1011, 182]
maclean-cat: Send for Catalogue. — [450, 805, 517, 814]
news-paragraph: Strong allegations as to the nonobservance of the Sabbath in one of the rising townships on the Main Trunk line were made by the Rev. J. K. Archer, of Napier, in conducting a home mission day service at one of the Auckland Baptist churches, on a recent Sunday. — [1020, 1093, 1110, 1203]
wilson-name: E. WILSON — [562, 613, 601, 622]
whittaker-addr: QUEEN-STREET, NORTH — [28, 1077, 114, 1085]
blind-s2: MOST LASTING. — [302, 47, 385, 58]
hugo-head1: HUGO & SHEARER'S — [33, 1102, 244, 1122]
wilson-text: All Extractions Absolutely Painless and Free when Sets are Ordered. — [562, 664, 677, 681]
blockley-works: "THE PARAGON FURNITURE WORKS," — [294, 1041, 393, 1058]
murray-item: Men's Strong Merino Singlets, usual price 3/11 and 4/6; sale price 2/6, 2/11. — [414, 366, 544, 383]
mantles-firm: W.F.C.A., LTD, — [456, 653, 511, 662]
doherty-sub: CAN WEAR ANYTHING — [444, 1042, 523, 1051]
price-row — [4, 842, 138, 852]
rimless-heading: Rimless Eye Glasses. — [54, 316, 223, 379]
low-ad — [147, 570, 273, 645]
cape-head: FROM THE CAPE TO CAIRO. — [570, 1181, 675, 1199]
price-row — [4, 952, 138, 962]
maclean-agents: AGENTS. — [468, 822, 499, 831]
special-call: Call and get price list before purchasing elsewhere. — [4, 982, 138, 999]
murray-sub: MURRAY'S PROFIT SHARING — [429, 90, 538, 98]
hugo-l2: Unbleached TABLE DAMASK, choice floral design, usually 1/9, Sale Price 1/3 yd — [4, 1263, 270, 1272]
lowndes-addr: CENTRAL GARAGE, 160, QUEEN ST., Masterton. — [147, 1023, 273, 1040]
talk-text: ECONOMY is the absolute basis of successful housekeeping. MURDOCH'S JELLIES are the most economical food on the market. They are healthful, pure, delicious, and they will set in all weather. Made from beautiful, clear, French gelatine, and flavoured with the best fruit. Now, if you ask your grocer for CHALLENGE, FIELD or SHIP BRAND Jelly Crystals, and ask to see them, will not be disappointing your interests at all. — [414, 859, 552, 952]
moneo-name: CHAS. G. MONEO, F.N.Z.I.A — [562, 331, 660, 340]
cold-snap-text2: You feel so snug and warm, and they are such fine value. Will you — [13, 164, 264, 173]
price-value: 1/- — [127, 932, 138, 941]
seaton-name: SEATON AND SLADDEN, — [562, 551, 649, 560]
shields-note: The name of T. SHIELDS is a sufficient guarantee for a first-class article. — [282, 364, 396, 389]
contents-item: Page 1—Wanteds, Meetings, Amusements, Hotels, and Special Advertisements. — [562, 908, 673, 933]
mantles-sub: Than 6d for Gas Mantles ? — [435, 610, 532, 619]
america-head: ENGLISH IN AMERICA. — [731, 624, 812, 633]
mantles-ad — [414, 593, 553, 670]
murray-item: Men's Coloured Linen Shirts, usual price 8/6, now 2/11. — [414, 383, 550, 400]
murray-item: 25/- All-wool Kaiapoi Tweed Suits, sizes 10, 11, 12, 13, 14; sale price 12/6. — [414, 493, 545, 510]
piano-organs: Chicago Organ Co., The Malcolm Organ. — [150, 949, 270, 966]
cold-snap-text: AUTUMN is here—the chilliness in the air is quite perceptible. But with one of our — [4, 110, 259, 129]
price-value: 1/- — [127, 852, 138, 861]
news-paragraph: The Government intends to reintroduce in the next session the Bill providing that absconding husbands who go to Australia may be dealt with there instead of having to be brought back to New Zealand at the cost of the wife or the taxpayer. The Bill provides for reciprocal relations between the Dominion and Commonwealth in regard to this question. — [1020, 762, 1110, 909]
price-item: 8 doz. CLOTHES PEGS, — [4, 932, 95, 941]
blind-sub: A VENETIAN BLIND — [306, 133, 381, 142]
special-try: Try CANTERBURY HAMS and BACON. They can't be beat. — [4, 1020, 133, 1037]
